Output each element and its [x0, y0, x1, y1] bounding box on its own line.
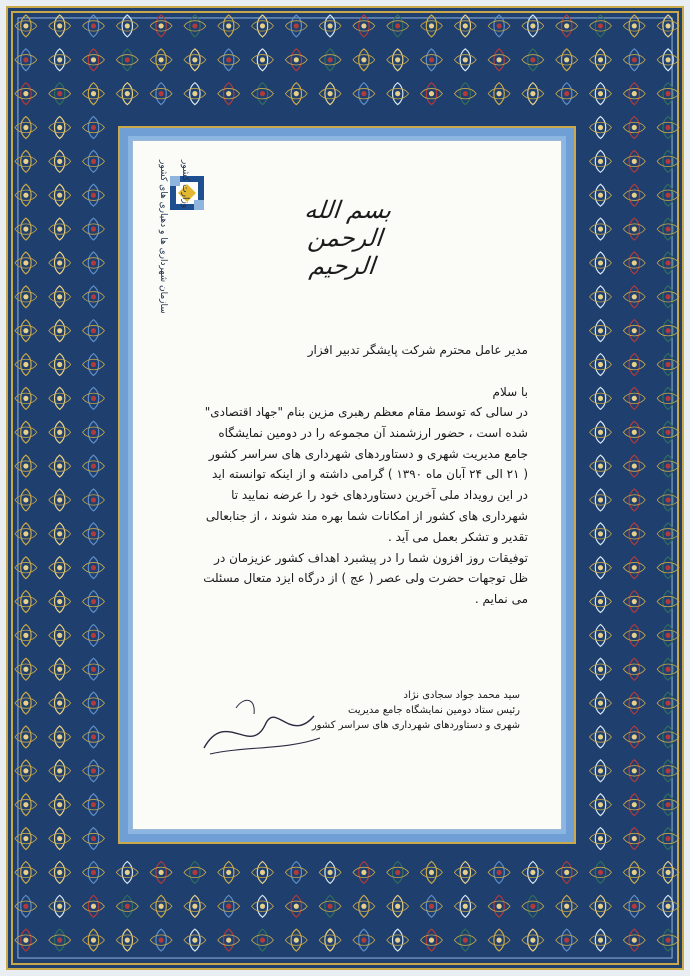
logo-ministry-label: وزارت کشور [180, 160, 190, 209]
letter-line: تقدیر و تشکر بعمل می آید . [387, 529, 528, 544]
letter-line: توفیقات روز افزون شما را در پیشبرد اهداف کشور عزیزمان در [214, 550, 528, 565]
letter-line: ظل توجهات حضرت ولی عصر ( عج ) از درگاه ایزد متعال مسئلت [203, 571, 528, 586]
letter-line: جامع مدیریت شهری و دستاوردهای شهرداری های سراسر کشور [208, 446, 528, 461]
letter-line: شده است ، حضور ارزشمند آن مجموعه را در دومین نمایشگاه [218, 425, 528, 440]
signer-title-line: رئیس ستاد دومین نمایشگاه جامع مدیریت [348, 705, 520, 716]
letter-line: شهرداری های کشور از امکانات شما بهره مند شوند ، از جنابعالی [205, 508, 528, 523]
letter-line: در این رویداد ملی آخرین دستاوردهای خود را عرضه نمایید تا [231, 488, 528, 503]
letter-recipient: مدیر عامل محترم شرکت پایشگر تدبیر افزار [307, 343, 528, 357]
letter-line: می نمایم . [474, 592, 528, 607]
letter-greeting: با سلام [492, 385, 528, 399]
signer-title-line: شهری و دستاوردهای شهرداری های سراسر کشور [311, 720, 520, 731]
letter-body [160, 340, 528, 610]
logo-organization-label: سازمان شهرداری ها و دهیاری های کشور [158, 160, 168, 314]
basmala-calligraphy: بسم الله الرحمن الرحیم [303, 196, 393, 280]
letter-line: در سالی که توسط مقام معظم رهبری مزین بنام "جهاد اقتصادی" [204, 405, 528, 419]
letter-line: ( ۲۱ الی ۲۴ آبان ماه ۱۳۹۰ ) گرامی داشته و از اینکه توانسته اید [212, 467, 528, 482]
signature-block [150, 688, 520, 733]
signer-name: سید محمد جواد سجادی نژاد [403, 690, 520, 701]
